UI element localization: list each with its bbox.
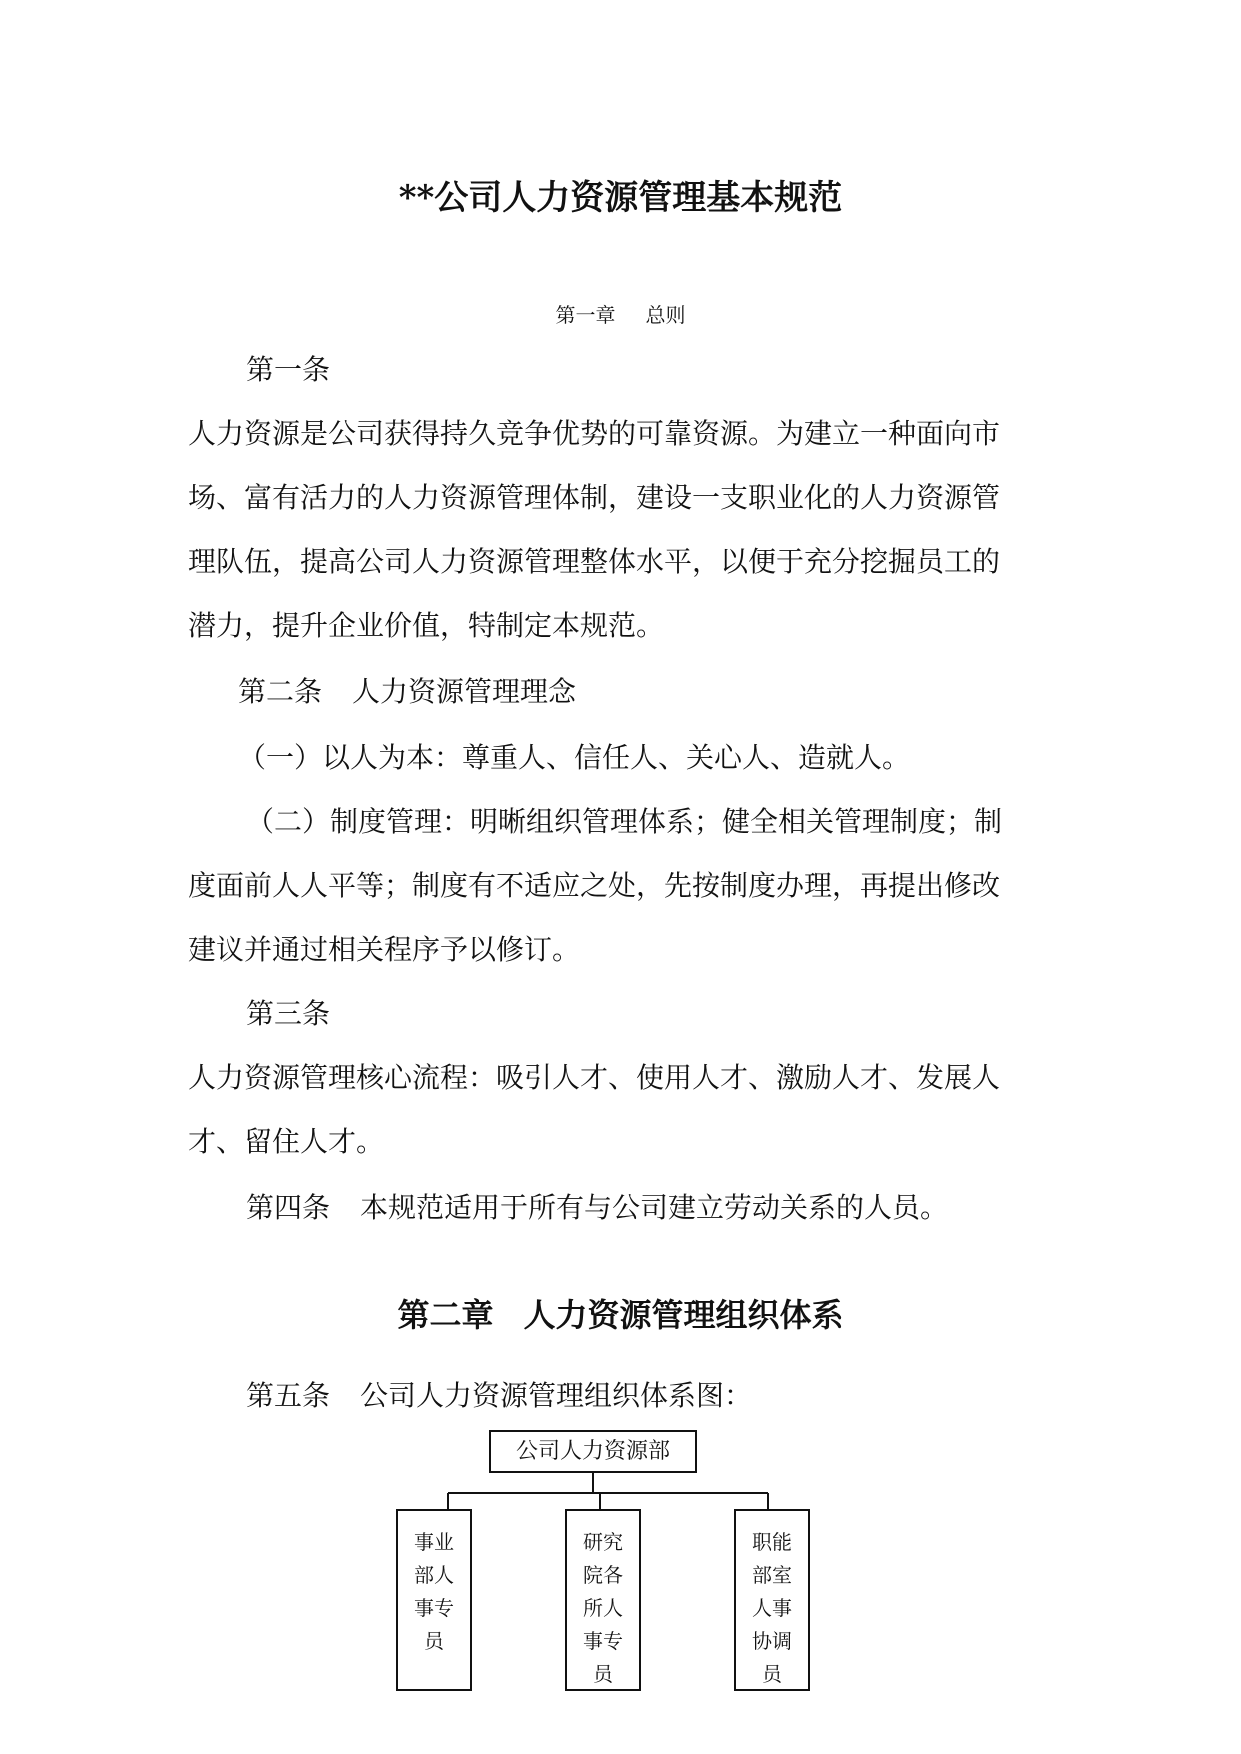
article-1-line: 场、富有活力的人力资源管理体制，建设一支职业化的人力资源管 — [188, 481, 1001, 514]
org-child-line: 所人 — [583, 1596, 623, 1620]
article-2-item-1: （一）以人为本：尊重人、信任人、关心人、造就人。 — [238, 741, 911, 774]
article-5 — [246, 1378, 752, 1414]
article-4 — [246, 1190, 948, 1226]
org-child-line: 员 — [762, 1662, 782, 1686]
document-title: **公司人力资源管理基本规范 — [398, 178, 843, 218]
org-child-line: 员 — [424, 1629, 444, 1653]
article-1-line: 理队伍，提高公司人力资源管理整体水平，以便于充分挖掘员工的 — [188, 545, 1001, 578]
article-2-title: 人力资源管理理念 — [352, 675, 577, 708]
org-root-box: 公司人力资源部 — [489, 1430, 697, 1473]
org-child-line: 事专 — [414, 1596, 454, 1620]
article-2-item-2-line: 建议并通过相关程序予以修订。 — [188, 933, 581, 966]
article-3-line: 人力资源管理核心流程：吸引人才、使用人才、激励人才、发展人 — [188, 1061, 1001, 1094]
org-child-line: 部人 — [414, 1563, 454, 1587]
org-child-line: 研究 — [583, 1530, 623, 1554]
org-child-line: 协调 — [752, 1629, 792, 1653]
chapter-1-title: 总则 — [645, 303, 686, 327]
org-child-line: 事业 — [414, 1530, 454, 1554]
article-1-heading: 第一条 — [246, 353, 331, 386]
chapter-2-label: 第二章 — [397, 1296, 494, 1334]
org-child-line: 部室 — [752, 1563, 792, 1587]
org-child-line: 职能 — [752, 1530, 792, 1554]
chapter-1-heading — [0, 302, 1241, 328]
article-4-heading: 第四条 — [246, 1191, 331, 1224]
org-child-box — [565, 1509, 641, 1691]
article-2-heading: 第二条 — [238, 675, 323, 708]
org-child-box — [734, 1509, 810, 1691]
article-2-item-2-line: 度面前人人平等；制度有不适应之处，先按制度办理，再提出修改 — [188, 869, 1001, 902]
article-3-heading: 第三条 — [246, 997, 331, 1030]
chapter-2-heading — [0, 1295, 1241, 1335]
article-1-line: 人力资源是公司获得持久竞争优势的可靠资源。为建立一种面向市 — [188, 417, 1001, 450]
article-2-item-2-line: （二）制度管理：明晰组织管理体系；健全相关管理制度；制 — [246, 805, 1003, 838]
org-child-line: 员 — [593, 1662, 613, 1686]
org-child-box — [396, 1509, 472, 1691]
chapter-2-title: 人力资源管理组织体系 — [523, 1296, 844, 1334]
org-child-line: 事专 — [583, 1629, 623, 1653]
article-5-heading: 第五条 — [246, 1379, 331, 1412]
article-5-text: 公司人力资源管理组织体系图： — [360, 1379, 753, 1412]
org-child-line: 院各 — [583, 1563, 623, 1587]
article-3-line: 才、留住人才。 — [188, 1125, 385, 1158]
chapter-1-label: 第一章 — [555, 303, 616, 327]
article-2-heading-line — [238, 674, 576, 710]
article-4-text: 本规范适用于所有与公司建立劳动关系的人员。 — [360, 1191, 949, 1224]
article-1-line: 潜力，提升企业价值，特制定本规范。 — [188, 609, 665, 642]
org-child-line: 人事 — [752, 1596, 792, 1620]
